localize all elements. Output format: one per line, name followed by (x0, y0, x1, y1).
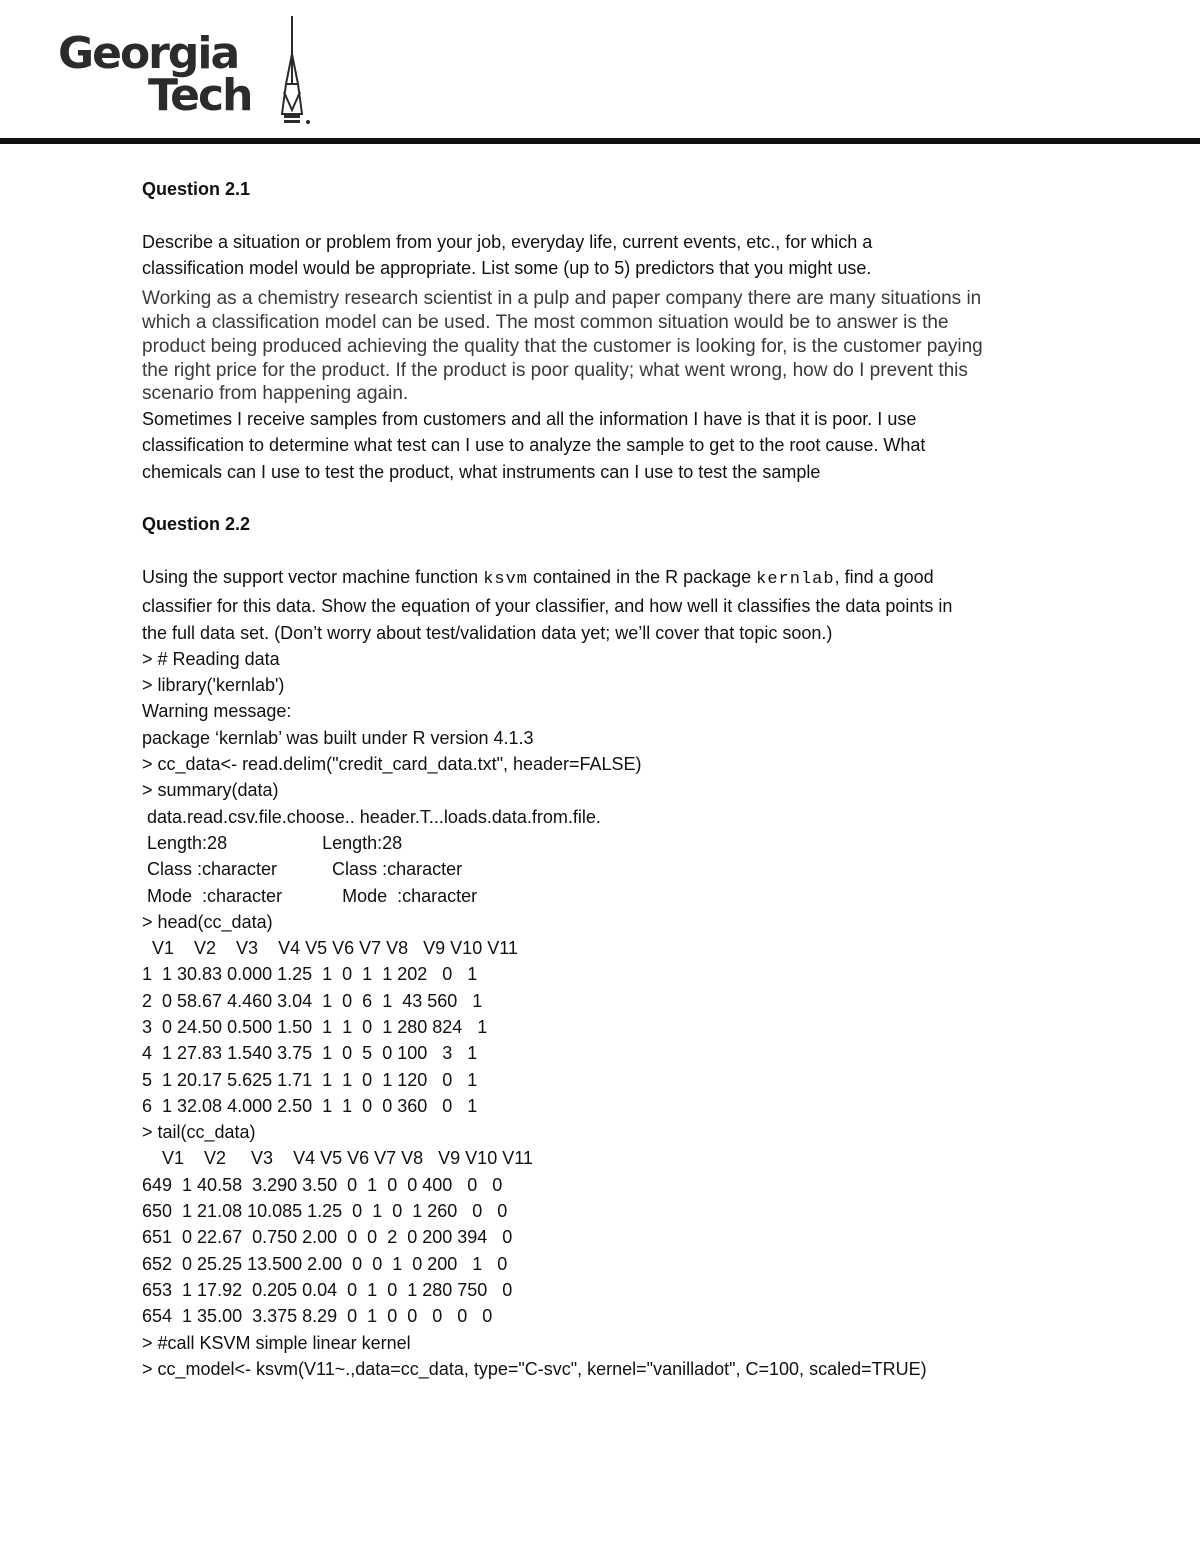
code-line: 650 1 21.08 10.085 1.25 0 1 0 1 260 0 0 (142, 1201, 508, 1222)
code-line: package ‘kernlab’ was built under R version 4.1.3 (142, 727, 534, 748)
code-line: > summary(data) (142, 780, 279, 801)
code-line: 1 1 30.83 0.000 1.25 1 0 1 1 202 0 1 (142, 964, 478, 985)
code-line: 3 0 24.50 0.500 1.50 1 1 0 1 280 824 1 (142, 1017, 488, 1037)
q22-prompt-mid: contained in the R package (528, 566, 757, 587)
document-body (142, 176, 1102, 1382)
code-line: > head(cc_data) (142, 911, 273, 932)
code-line: 4 1 27.83 1.540 3.75 1 0 5 0 100 3 1 (142, 1043, 478, 1064)
q22-prompt-line: the full data set. (Don’t worry about test/validation data yet; we’ll cover that topic soon.) (142, 622, 833, 643)
q21-answer-line: the right price for the product. If the product is poor quality; what went wrong, how do I prevent this (142, 359, 968, 381)
code-line: Class :character Class :character (142, 859, 463, 880)
code-line: 649 1 40.58 3.290 3.50 0 1 0 0 400 0 0 (142, 1174, 503, 1195)
code-line: 2 0 58.67 4.460 3.04 1 0 6 1 43 560 1 (142, 990, 483, 1011)
georgia-tech-logo (58, 14, 328, 132)
code-line: V1 V2 V3 V4 V5 V6 V7 V8 V9 V10 V11 (142, 1148, 533, 1169)
code-line: 654 1 35.00 3.375 8.29 0 1 0 0 0 0 0 (142, 1306, 493, 1327)
ksvm-code: ksvm (483, 569, 528, 589)
q22-prompt-line: classifier for this data. Show the equation of your classifier, and how well it classifies the data points in (142, 596, 953, 617)
q21-answer (142, 287, 1102, 406)
kernlab-code: kernlab (756, 569, 835, 589)
code-line: Mode :character Mode :character (142, 885, 478, 906)
header-rule (0, 138, 1200, 144)
logo-line1: Georgia (58, 28, 239, 79)
question-2-1-title: Question 2.1 (142, 179, 251, 199)
q21-followup-line: classification to determine what test can I use to analyze the sample to get to the root cause. What (142, 435, 926, 456)
code-line: > cc_data<- read.delim("credit_card_data.txt", header=FALSE) (142, 754, 642, 775)
code-line: > # Reading data (142, 648, 280, 669)
q21-answer-line: which a classification model can be used. The most common situation would be to answer is the (142, 311, 949, 333)
code-line: 652 0 25.25 13.500 2.00 0 0 1 0 200 1 0 (142, 1253, 508, 1274)
code-line: Length:28 Length:28 (142, 832, 403, 853)
r-console-output (142, 646, 1102, 1382)
code-line: > #call KSVM simple linear kernel (142, 1332, 411, 1353)
q21-answer-line: Working as a chemistry research scientist in a pulp and paper company there are many situations in (142, 288, 982, 310)
code-line: > tail(cc_data) (142, 1122, 256, 1143)
code-line: 651 0 22.67 0.750 2.00 0 0 2 0 200 394 0 (142, 1227, 513, 1248)
code-line: data.read.csv.file.choose.. header.T...loads.data.from.file. (142, 806, 601, 827)
code-line: 6 1 32.08 4.000 2.50 1 1 0 0 360 0 1 (142, 1095, 478, 1116)
logo-line2: Tech (148, 70, 252, 121)
q21-answer-line: scenario from happening again. (142, 383, 409, 405)
q21-followup-line: Sometimes I receive samples from customers and all the information I have is that it is poor. I use (142, 409, 917, 430)
q22-prompt-pre: Using the support vector machine function (142, 566, 484, 587)
q21-answer-line: product being produced achieving the quality that the customer is looking for, is the customer paying (142, 335, 983, 357)
code-line: V1 V2 V3 V4 V5 V6 V7 V8 V9 V10 V11 (142, 938, 518, 959)
code-line: 653 1 17.92 0.205 0.04 0 1 0 1 280 750 0 (142, 1279, 513, 1300)
code-line: 5 1 20.17 5.625 1.71 1 1 0 1 120 0 1 (142, 1069, 478, 1090)
q22-prompt-line (142, 564, 1102, 593)
code-line: Warning message: (142, 701, 292, 722)
q21-prompt-line: classification model would be appropriate. List some (up to 5) predictors that you might use. (142, 257, 872, 278)
q22-prompt-post: , find a good (834, 566, 934, 587)
code-line: > cc_model<- ksvm(V11~.,data=cc_data, type="C-svc", kernel="vanilladot", C=100, scaled=TRUE) (142, 1358, 927, 1379)
q21-prompt-line: Describe a situation or problem from your job, everyday life, current events, etc., for which a (142, 231, 873, 252)
q21-followup-line: chemicals can I use to test the product, what instruments can I use to test the sample (142, 461, 821, 482)
question-2-2-title: Question 2.2 (142, 514, 251, 535)
tech-tower-icon (278, 14, 328, 132)
code-line: > library('kernlab') (142, 675, 285, 696)
